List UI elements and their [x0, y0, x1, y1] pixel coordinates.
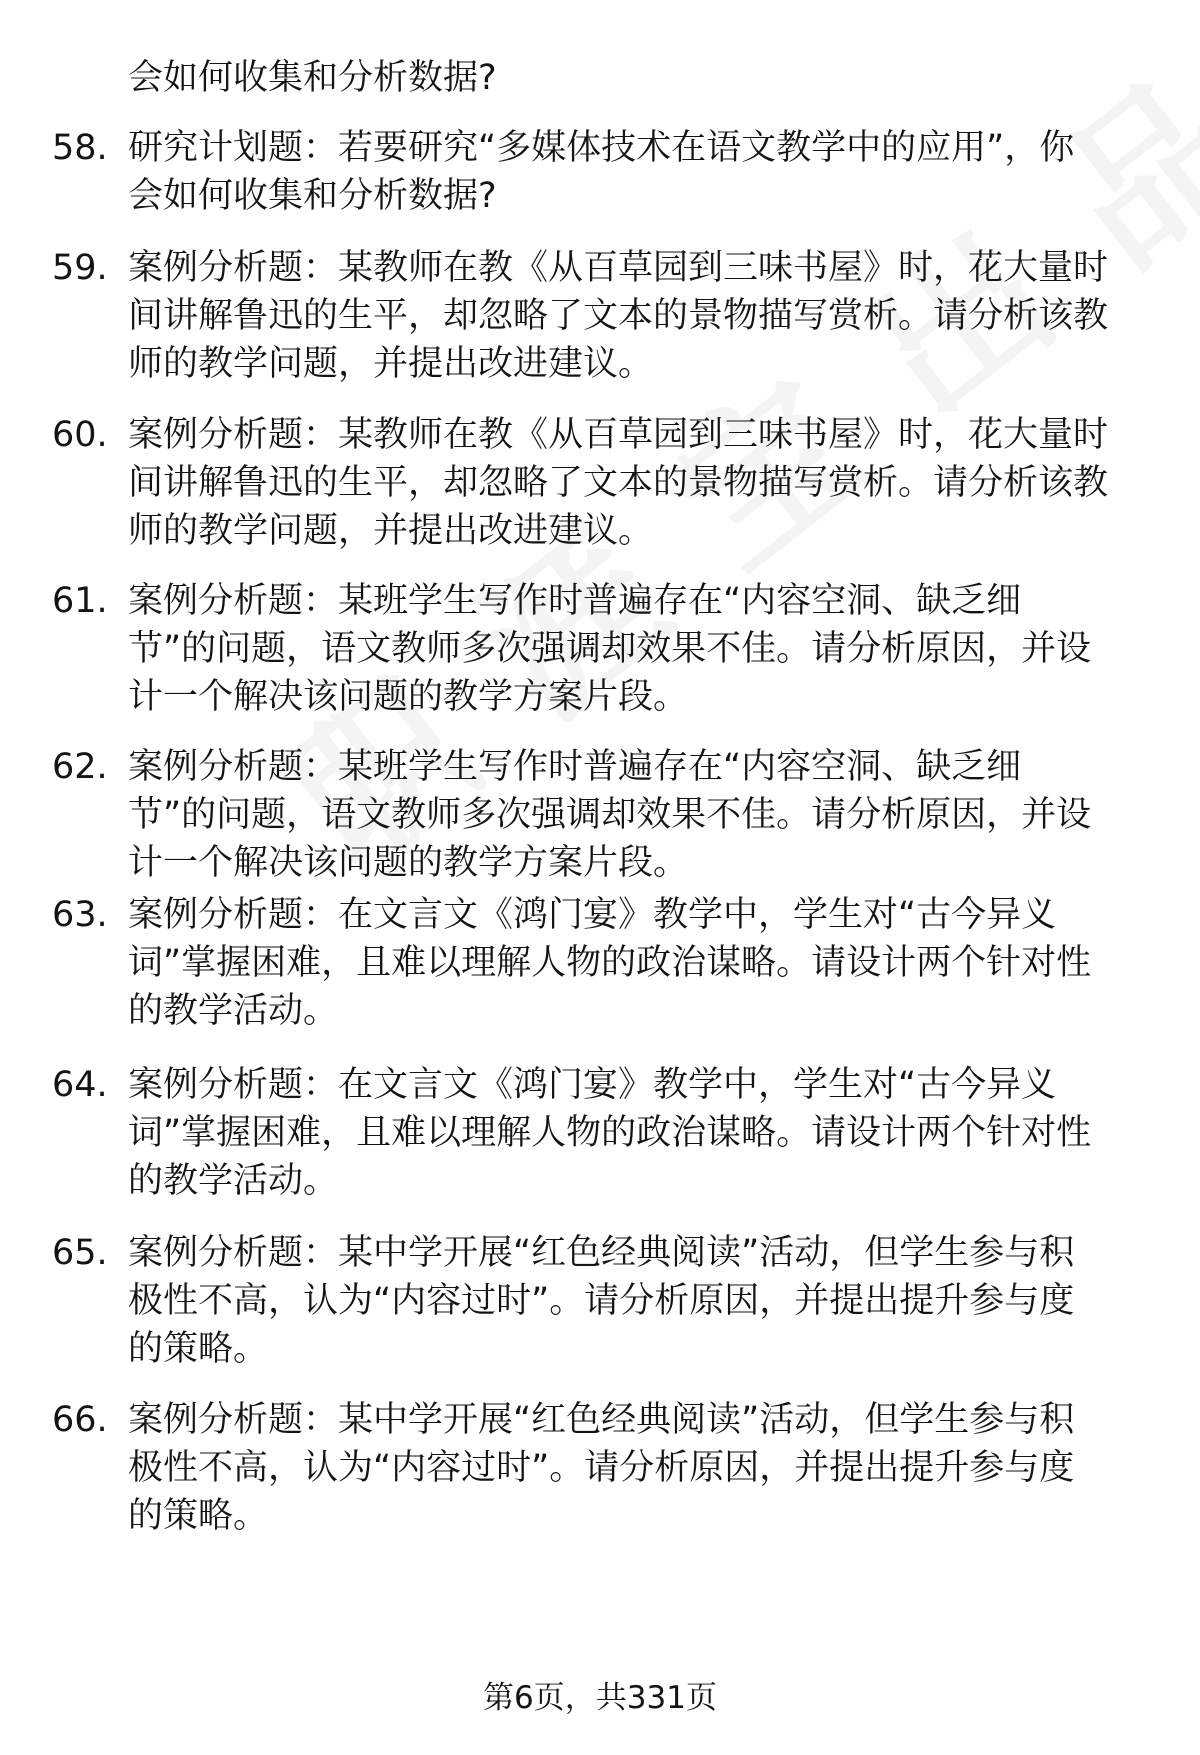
continuation-line: 会如何收集和分析数据? — [128, 58, 497, 98]
question-text-line: 词”掌握困难，且难以理解人物的政治谋略。请设计两个针对性 — [128, 1113, 1092, 1153]
question-text-line: 极性不高，认为“内容过时”。请分析原因，并提出提升参与度 — [128, 1448, 1075, 1488]
question-number: 60. — [52, 415, 108, 455]
question-text-line: 计一个解决该问题的教学方案片段。 — [128, 677, 689, 717]
question-text-line: 节”的问题，语文教师多次强调却效果不佳。请分析原因，并设 — [128, 629, 1092, 669]
page-footer: 第6页，共331页 — [483, 1680, 717, 1716]
question-text-line: 案例分析题：某中学开展“红色经典阅读”活动，但学生参与积 — [128, 1233, 1075, 1273]
question-number: 61. — [52, 581, 108, 621]
question-text-line: 案例分析题：某中学开展“红色经典阅读”活动，但学生参与积 — [128, 1400, 1075, 1440]
question-text-line: 案例分析题：某教师在教《从百草园到三味书屋》时，花大量时 — [128, 248, 1109, 288]
question-number: 59. — [52, 248, 108, 288]
question-number: 58. — [52, 128, 108, 168]
question-text-line: 师的教学问题，并提出改进建议。 — [128, 511, 654, 551]
question-text-line: 极性不高，认为“内容过时”。请分析原因，并提出提升参与度 — [128, 1281, 1075, 1321]
question-text-line: 案例分析题：在文言文《鸿门宴》教学中，学生对“古今异义 — [128, 1065, 1057, 1105]
question-text-line: 间讲解鲁迅的生平，却忽略了文本的景物描写赏析。请分析该教 — [128, 296, 1109, 336]
question-text-line: 会如何收集和分析数据? — [128, 176, 497, 216]
question-text-line: 师的教学问题，并提出改进建议。 — [128, 344, 654, 384]
question-text-line: 案例分析题：某班学生写作时普遍存在“内容空洞、缺乏细 — [128, 581, 1022, 621]
question-number: 63. — [52, 895, 108, 935]
question-text-line: 的策略。 — [128, 1496, 269, 1536]
question-text-line: 案例分析题：在文言文《鸿门宴》教学中，学生对“古今异义 — [128, 895, 1057, 935]
question-text-line: 案例分析题：某班学生写作时普遍存在“内容空洞、缺乏细 — [128, 747, 1022, 787]
question-text-line: 的教学活动。 — [128, 991, 339, 1031]
question-text-line: 词”掌握困难，且难以理解人物的政治谋略。请设计两个针对性 — [128, 943, 1092, 983]
question-text-line: 的策略。 — [128, 1329, 269, 1369]
question-text-line: 的教学活动。 — [128, 1161, 339, 1201]
question-text-line: 计一个解决该问题的教学方案片段。 — [128, 843, 689, 883]
question-text-line: 间讲解鲁迅的生平，却忽略了文本的景物描写赏析。请分析该教 — [128, 463, 1109, 503]
question-number: 66. — [52, 1400, 108, 1440]
question-number: 62. — [52, 747, 108, 787]
question-text-line: 节”的问题，语文教师多次强调却效果不佳。请分析原因，并设 — [128, 795, 1092, 835]
question-text-line: 研究计划题：若要研究“多媒体技术在语文教学中的应用”，你 — [128, 128, 1075, 168]
question-number: 65. — [52, 1233, 108, 1273]
question-number: 64. — [52, 1065, 108, 1105]
question-text-line: 案例分析题：某教师在教《从百草园到三味书屋》时，花大量时 — [128, 415, 1109, 455]
